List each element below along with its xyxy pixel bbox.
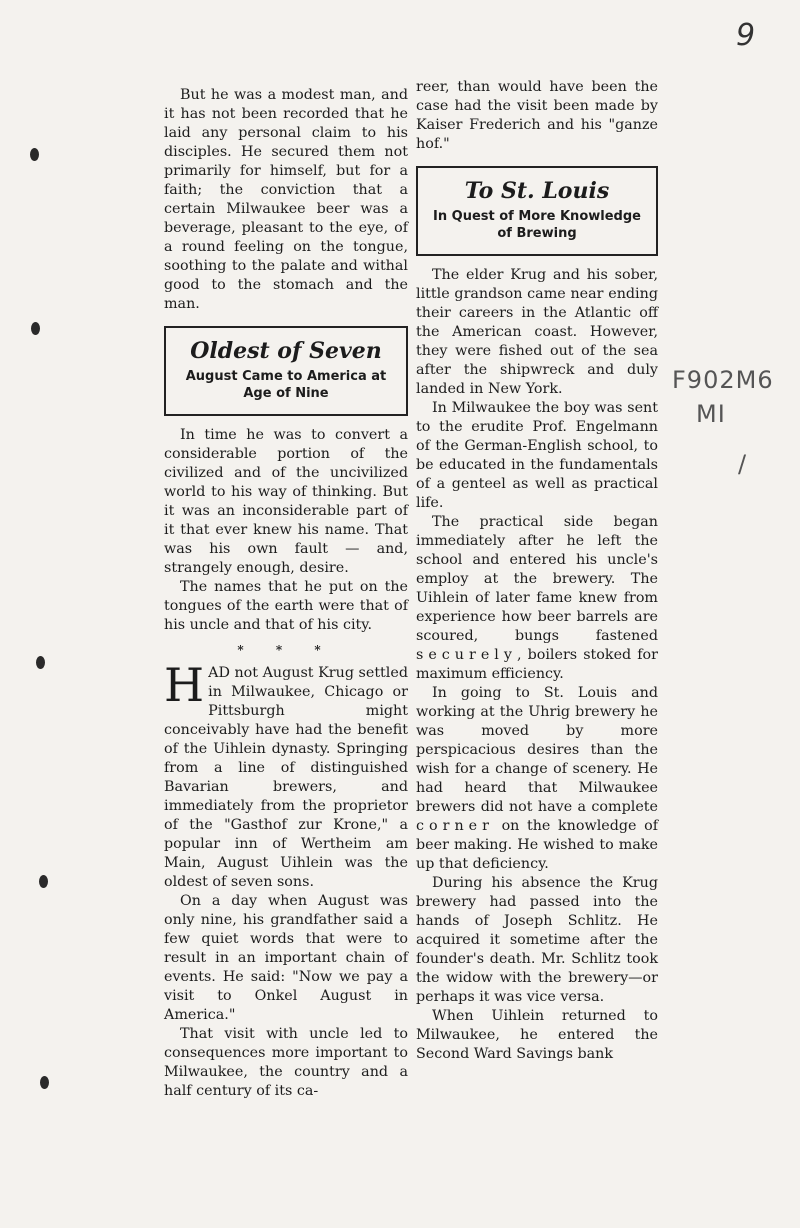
paragraph: When Uihlein returned to Milwaukee, he entered the Second Ward Savings bank: [416, 1008, 658, 1062]
subhead-title: Oldest of Seven: [190, 338, 382, 364]
paragraph: But he was a modest man, and it has not been recorded that he laid any personal claim to his disciples. He secured them not primarily for himself, but for a faith; the conviction that a certain Milwaukee beer was a beverage, pleasant to the eye, of a round feeling on the tongue, soothing to the palate and withal good to the stomach and the man.: [164, 87, 408, 312]
paragraph: In time he was to convert a considerable portion of the civilized and of the uncivilized world to his way of thinking. But it was an inconsiderable part of it that ever knew his name. That was his own fault — and, strangely enough, desire.: [164, 427, 408, 576]
handwritten-note: MI: [696, 400, 726, 428]
paragraph: In Milwaukee the boy was sent to the erudite Prof. Engelmann of the German-English school, to be educated in the fundamentals of a genteel as well as practical life.: [416, 400, 658, 511]
paragraph-text: on the knowledge of beer making. He wished to make up that deficiency.: [416, 818, 659, 872]
paragraph: [416, 684, 658, 874]
subhead-box: [164, 326, 408, 416]
paragraph: reer, than would have been the case had the visit been made by Kaiser Frederich and his "ganze hof.": [416, 79, 658, 152]
section-separator: * * *: [237, 643, 335, 657]
paragraph: The elder Krug and his sober, little grandson came near ending their careers in the Atlantic off the American coast. However, they were fished out of the sea after the shipwreck and duly landed in New York.: [416, 267, 658, 397]
punch-hole: [31, 322, 40, 335]
subhead-subtitle: August Came to America at Age of Nine: [185, 369, 387, 401]
handwritten-note: F902M6: [672, 366, 774, 394]
subhead-box: [416, 166, 658, 256]
right-column: [416, 78, 658, 1064]
left-column: [164, 86, 408, 1101]
paragraph: During his absence the Krug brewery had passed into the hands of Joseph Schlitz. He acquired it sometime after the founder's death. Mr. Schlitz took the widow with the brewery—or perhaps it was vice versa.: [416, 875, 658, 1005]
punch-hole: [30, 148, 39, 161]
paragraph-text: The practical side began immediately after he left the school and entered his uncle's employ at the brewery. The Uihlein of later fame knew from experience how beer barrels are scoured, bungs fastened: [416, 514, 658, 644]
page-number: 9: [736, 18, 756, 53]
subhead-title: To St. Louis: [464, 178, 610, 204]
paragraph: The names that he put on the tongues of the earth were that of his uncle and that of his city.: [164, 579, 408, 633]
punch-hole: [40, 1076, 49, 1089]
subhead-subtitle: In Quest of More Knowledge of Brewing: [433, 209, 641, 241]
paragraph: That visit with uncle led to consequences more important to Milwaukee, the country and a half century of its ca-: [164, 1026, 408, 1099]
letterspaced-word: corner: [416, 818, 494, 834]
letterspaced-word: securely: [416, 647, 517, 663]
paragraph: On a day when August was only nine, his grandfather said a few quiet words that were to result in an important chain of events. He said: "Now we pay a visit to Onkel August in America.": [164, 893, 408, 1023]
paragraph: [164, 658, 408, 892]
paragraph-text: In going to St. Louis and working at the Uhrig brewery he was moved by more perspicacious desires than the wish for a change of scenery. He had heard that Milwaukee brewers did not have a complete: [416, 685, 658, 815]
drop-cap: H: [164, 658, 205, 712]
paragraph: [416, 513, 658, 684]
punch-hole: [36, 656, 45, 669]
handwritten-note: /: [738, 450, 748, 478]
paragraph-text: AD not August Krug settled in Milwaukee, Chicago or Pittsburgh might conceivably have had the benefit of the Uihlein dynasty. Springing from a line of distinguished Bavarian brewers, and immediately from the proprietor of the "Gasthof zur Krone," a popular inn of Wertheim am Main, August Uihlein was the oldest of seven sons.: [164, 665, 408, 890]
punch-hole: [39, 875, 48, 888]
paragraph-text: , boilers stoked for maximum efficiency.: [416, 647, 658, 682]
